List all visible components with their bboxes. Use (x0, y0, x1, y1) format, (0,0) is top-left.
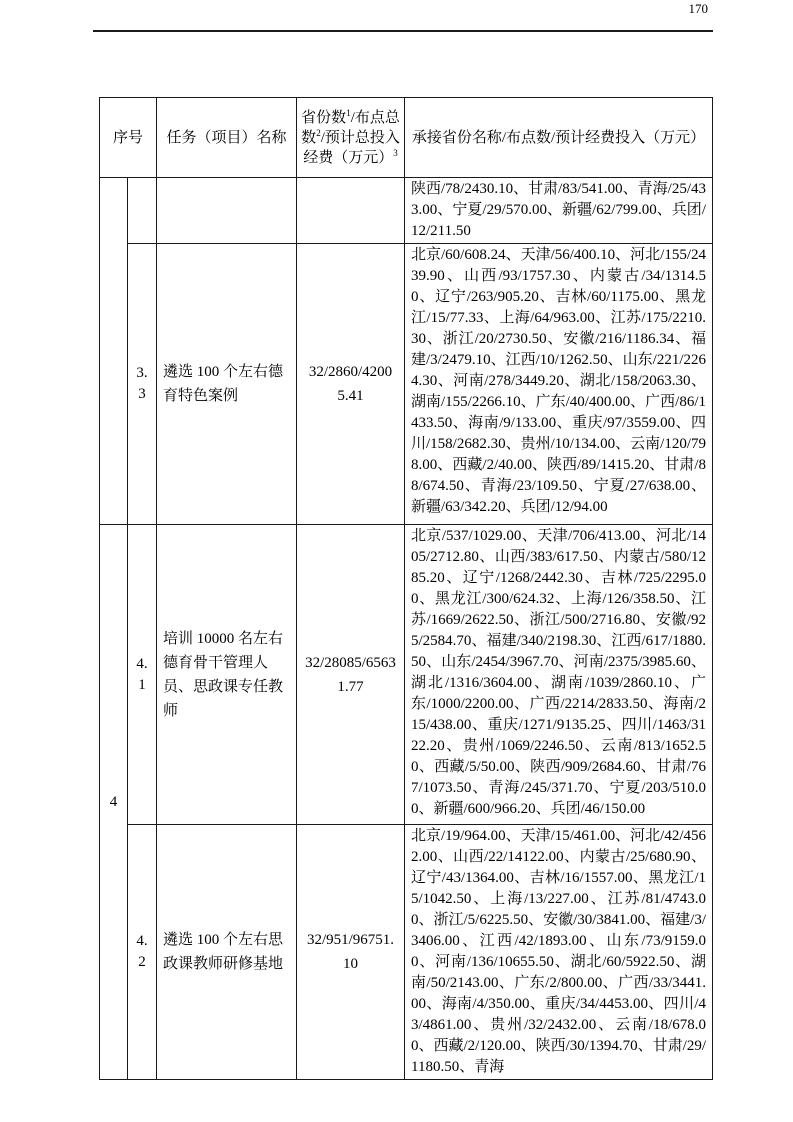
col-header-serial: 序号 (100, 98, 157, 178)
task-name-cell: 培训 10000 名左右德育骨干管理人员、思政课专任教师 (157, 525, 297, 825)
totals-cell: 32/2860/42005.41 (297, 244, 405, 525)
table-row-3-3 (100, 244, 713, 525)
col-header-totals (297, 98, 405, 178)
sub-serial-cell: 4.1 (128, 525, 157, 825)
table-row-4-2 (100, 825, 713, 1080)
totals-header-part1: 省份数 (301, 109, 347, 126)
task-name-cell (157, 178, 297, 244)
header-rule (93, 30, 713, 32)
totals-cell (297, 178, 405, 244)
totals-cell: 32/28085/65631.77 (297, 525, 405, 825)
sub-serial-cell (128, 178, 157, 244)
col-header-provinces: 承接省份名称/布点数/预计经费投入（万元） (405, 98, 713, 178)
totals-header-part3: /预计总投入经费（万元） (303, 129, 400, 166)
provinces-cell: 北京/537/1029.00、天津/706/413.00、河北/1405/2712.80、山西/383/617.50、内蒙古/580/1285.20、辽宁/1268/2442.30、吉林/725/2295.00、黑龙江/300/624.32、上海/126/358.50、江苏/1669/2622.50、浙江/500/2716.80、安徽/925/2584.70、福建/340/2198.30、江西/617/1880.50、山东/2454/3967.70、河南/2375/3985.60、湖北/1316/3604.00、湖南/1039/2860.10、广东/1000/2200.00、广西/2214/2833.50、海南/215/438.00、重庆/1271/9135.25、四川/1463/3122.20、贵州/1069/2246.50、云南/813/1652.50、西藏/5/50.00、陕西/909/2684.60、甘肃/767/1073.50、青海/245/371.70、宁夏/203/510.00、新疆/600/966.20、兵团/46/150.00 (405, 525, 713, 825)
table-row-continuation (100, 178, 713, 244)
page-number: 170 (688, 1, 708, 16)
totals-cell: 32/951/96751.10 (297, 825, 405, 1080)
table-header-row (100, 98, 713, 178)
totals-header-part2: /布点总数 (301, 109, 400, 146)
budget-table (99, 97, 713, 1080)
col-header-task: 任务（项目）名称 (157, 98, 297, 178)
provinces-cell: 北京/19/964.00、天津/15/461.00、河北/42/4562.00、山西/22/14122.00、内蒙古/25/680.90、辽宁/43/1364.00、吉林/16/1557.00、黑龙江/15/1042.50、上海/13/227.00、江苏/81/4743.00、浙江/5/6225.50、安徽/30/3841.00、福建/3/3406.00、江西/42/1893.00、山东/73/9159.00、河南/136/10655.50、湖北/60/5922.50、湖南/50/2143.00、广东/2/800.00、广西/33/3441.00、海南/4/350.00、重庆/34/4453.00、四川/43/4861.00、贵州/32/2432.00、云南/18/678.00、西藏/2/120.00、陕西/30/1394.70、甘肃/29/1180.50、青海 (405, 825, 713, 1080)
serial-cell: 4 (100, 525, 128, 1080)
sub-serial-cell: 4.2 (128, 825, 157, 1080)
task-name-cell: 遴选 100 个左右思政课教师研修基地 (157, 825, 297, 1080)
sub-serial-cell: 3.3 (128, 244, 157, 525)
provinces-cell: 北京/60/608.24、天津/56/400.10、河北/155/2439.90、山西/93/1757.30、内蒙古/34/1314.50、辽宁/263/905.20、吉林/60/1175.00、黑龙江/15/77.33、上海/64/963.00、江苏/175/2210.30、浙江/20/2730.50、安徽/216/1186.34、福建/3/2479.10、江西/10/1262.50、山东/221/2264.30、河南/278/3449.20、湖北/158/2063.30、湖南/155/2266.10、广东/40/400.00、广西/86/1433.50、海南/9/133.00、重庆/97/3559.00、四川/158/2682.30、贵州/10/134.00、云南/120/798.00、西藏/2/40.00、陕西/89/1415.20、甘肃/88/674.50、青海/23/109.50、宁夏/27/638.00、新疆/63/342.20、兵团/12/94.00 (405, 244, 713, 525)
table-row-4-1 (100, 525, 713, 825)
serial-cell (100, 178, 128, 525)
footnote-marker-2: 2 (316, 127, 321, 138)
footnote-marker-3: 3 (393, 147, 398, 158)
footnote-marker-1: 1 (346, 107, 351, 118)
task-name-cell: 遴选 100 个左右德育特色案例 (157, 244, 297, 525)
provinces-cell: 陕西/78/2430.10、甘肃/83/541.00、青海/25/433.00、宁夏/29/570.00、新疆/62/799.00、兵团/12/211.50 (405, 178, 713, 244)
